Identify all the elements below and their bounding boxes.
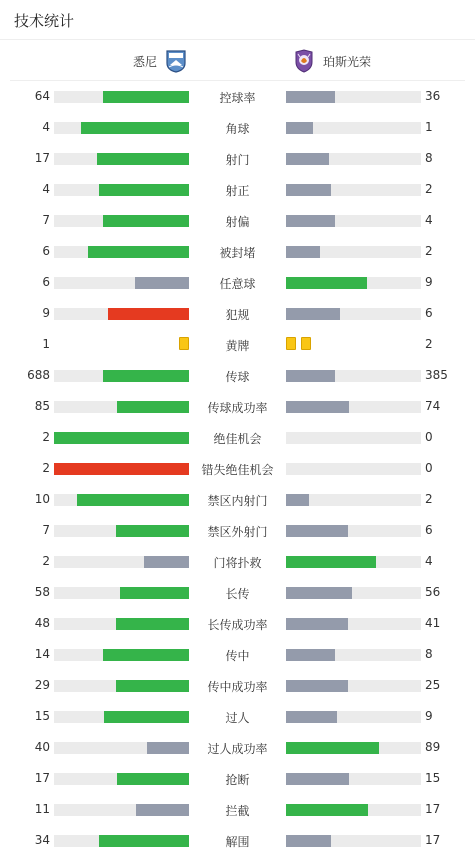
away-stat-bar-fill — [286, 742, 379, 754]
away-stat-bar — [286, 835, 421, 847]
away-stat-value: 56 — [425, 585, 441, 599]
away-stat-value: 2 — [425, 182, 433, 196]
stat-row — [0, 205, 475, 236]
away-stat-bar-fill — [286, 308, 340, 320]
stat-row — [0, 546, 475, 577]
home-stat-bar-fill — [88, 246, 189, 258]
stat-row — [0, 515, 475, 546]
home-stat-value: 688 — [27, 368, 50, 382]
home-stat-bar — [54, 246, 189, 258]
away-stat-bar-fill — [286, 835, 331, 847]
stat-label: 错失绝佳机会 — [201, 463, 274, 477]
stat-row — [0, 825, 475, 856]
home-stat-bar — [54, 308, 189, 320]
away-stat-bar-fill — [286, 91, 335, 103]
home-stat-bar-fill — [77, 494, 189, 506]
home-stat-bar-fill — [103, 91, 189, 103]
stat-label: 长传成功率 — [207, 618, 268, 632]
home-team[interactable] — [133, 49, 187, 73]
home-stat-bar-fill — [99, 835, 189, 847]
away-stat-bar — [286, 649, 421, 661]
away-stat-bar-fill — [286, 525, 348, 537]
home-yellow-cards — [54, 337, 189, 351]
home-stat-bar-fill — [54, 432, 189, 444]
home-stat-bar — [54, 711, 189, 723]
away-stat-value: 4 — [425, 554, 433, 568]
away-stat-bar-fill — [286, 773, 349, 785]
stat-row — [0, 577, 475, 608]
home-stat-bar — [54, 804, 189, 816]
stat-label: 传球成功率 — [207, 401, 268, 415]
home-stat-bar-fill — [103, 370, 189, 382]
away-stat-value: 0 — [425, 430, 433, 444]
home-stat-value: 2 — [42, 461, 50, 475]
away-stat-bar-fill — [286, 494, 309, 506]
away-stat-value: 15 — [425, 771, 441, 785]
home-stat-bar-fill — [103, 215, 189, 227]
home-stat-bar — [54, 91, 189, 103]
away-stat-bar-fill — [286, 587, 352, 599]
stat-label: 禁区内射门 — [207, 494, 268, 508]
home-stat-bar — [54, 401, 189, 413]
home-stat-value: 4 — [42, 120, 50, 134]
home-stat-bar — [54, 432, 189, 444]
stat-label: 射门 — [225, 153, 250, 167]
stat-label: 传中成功率 — [207, 680, 268, 694]
stat-label: 被封堵 — [219, 246, 256, 260]
away-stat-bar-fill — [286, 122, 313, 134]
away-stat-bar-fill — [286, 649, 335, 661]
away-stat-bar — [286, 494, 421, 506]
home-stat-bar — [54, 587, 189, 599]
away-stat-bar — [286, 277, 421, 289]
away-stat-value: 2 — [425, 244, 433, 258]
away-stat-bar-fill — [286, 184, 331, 196]
away-team[interactable] — [293, 49, 371, 73]
home-stat-value: 7 — [42, 523, 50, 537]
away-stat-value: 385 — [425, 368, 448, 382]
stat-row — [0, 143, 475, 174]
away-stat-bar — [286, 122, 421, 134]
home-stat-bar — [54, 835, 189, 847]
home-stat-value: 17 — [34, 771, 50, 785]
home-stat-value: 40 — [34, 740, 50, 754]
home-stat-bar-fill — [117, 401, 189, 413]
stat-label: 拦截 — [225, 804, 250, 818]
away-stat-value: 0 — [425, 461, 433, 475]
stat-row — [0, 453, 475, 484]
home-stat-bar — [54, 153, 189, 165]
stat-label: 解围 — [225, 835, 250, 849]
away-stat-bar-fill — [286, 401, 349, 413]
home-stat-value: 14 — [34, 647, 50, 661]
away-stat-bar — [286, 370, 421, 382]
sydney-fc-logo-icon — [165, 49, 187, 73]
stat-label: 黄牌 — [225, 339, 250, 353]
away-stat-bar-fill — [286, 370, 335, 382]
stat-label: 角球 — [225, 122, 250, 136]
away-stat-bar-fill — [286, 711, 337, 723]
away-stat-bar — [286, 680, 421, 692]
stat-row — [0, 763, 475, 794]
home-stat-value: 4 — [42, 182, 50, 196]
home-stat-bar — [54, 184, 189, 196]
away-stat-bar — [286, 463, 421, 475]
stat-row — [0, 329, 475, 360]
away-stat-bar — [286, 432, 421, 444]
away-stat-bar — [286, 711, 421, 723]
stat-label: 抢断 — [225, 773, 250, 787]
home-stat-bar-fill — [136, 804, 189, 816]
away-stat-value: 41 — [425, 616, 441, 630]
home-stat-bar-fill — [104, 711, 189, 723]
home-stat-bar-fill — [103, 649, 189, 661]
away-stat-bar — [286, 308, 421, 320]
away-stat-value: 1 — [425, 120, 433, 134]
home-stat-bar-fill — [117, 773, 189, 785]
home-stat-bar — [54, 525, 189, 537]
home-stat-bar — [54, 215, 189, 227]
home-stat-value: 17 — [34, 151, 50, 165]
home-stat-value: 6 — [42, 275, 50, 289]
perth-glory-logo-icon — [293, 49, 315, 73]
home-stat-bar-fill — [144, 556, 189, 568]
away-stat-bar — [286, 773, 421, 785]
home-stat-bar-fill — [116, 618, 189, 630]
stat-label: 传中 — [225, 649, 250, 663]
home-stat-value: 2 — [42, 554, 50, 568]
yellow-card-icon — [179, 337, 189, 350]
stat-row — [0, 236, 475, 267]
home-stat-value: 85 — [34, 399, 50, 413]
away-stat-value: 2 — [425, 337, 433, 351]
stat-row — [0, 422, 475, 453]
home-stat-bar-fill — [120, 587, 189, 599]
away-stat-value: 9 — [425, 709, 433, 723]
home-stat-value: 58 — [34, 585, 50, 599]
home-team-name: 悉尼 — [132, 54, 157, 69]
stat-row — [0, 484, 475, 515]
stat-label: 任意球 — [219, 277, 256, 291]
away-stat-value: 9 — [425, 275, 433, 289]
away-stat-bar — [286, 587, 421, 599]
away-stat-bar — [286, 618, 421, 630]
away-stat-bar-fill — [286, 277, 367, 289]
stat-label: 犯规 — [225, 308, 250, 322]
away-stat-bar — [286, 401, 421, 413]
home-stat-value: 34 — [34, 833, 50, 847]
teams-header — [10, 41, 465, 81]
home-stat-value: 10 — [34, 492, 50, 506]
home-stat-value: 64 — [34, 89, 50, 103]
home-stat-bar-fill — [116, 525, 189, 537]
stat-label: 过人成功率 — [207, 742, 268, 756]
away-stat-value: 89 — [425, 740, 441, 754]
home-stat-bar — [54, 494, 189, 506]
home-stat-value: 7 — [42, 213, 50, 227]
away-stat-bar — [286, 246, 421, 258]
home-stat-bar — [54, 556, 189, 568]
away-stat-bar — [286, 153, 421, 165]
home-stat-bar-fill — [135, 277, 189, 289]
stat-row — [0, 391, 475, 422]
home-stat-bar — [54, 122, 189, 134]
home-stat-value: 29 — [34, 678, 50, 692]
yellow-card-icon — [301, 337, 311, 350]
stat-row — [0, 360, 475, 391]
away-stat-bar-fill — [286, 556, 376, 568]
home-stat-bar-fill — [81, 122, 189, 134]
away-stat-value: 8 — [425, 647, 433, 661]
away-stat-bar — [286, 804, 421, 816]
away-stat-value: 4 — [425, 213, 433, 227]
stat-row — [0, 794, 475, 825]
home-stat-bar — [54, 649, 189, 661]
home-stat-bar-fill — [147, 742, 189, 754]
away-stat-bar — [286, 742, 421, 754]
home-stat-value: 48 — [34, 616, 50, 630]
home-stat-value: 6 — [42, 244, 50, 258]
away-stat-bar-fill — [286, 215, 335, 227]
away-stat-value: 6 — [425, 523, 433, 537]
away-stat-value: 2 — [425, 492, 433, 506]
stat-label: 传球 — [225, 370, 250, 384]
away-stat-value: 36 — [425, 89, 441, 103]
stat-row — [0, 701, 475, 732]
home-stat-bar — [54, 370, 189, 382]
stat-label: 过人 — [225, 711, 250, 725]
away-stat-bar — [286, 556, 421, 568]
stat-label: 射正 — [225, 184, 250, 198]
page-title: 技术统计 — [14, 12, 75, 30]
away-stat-bar-fill — [286, 804, 368, 816]
stat-row — [0, 670, 475, 701]
home-stat-bar-fill — [116, 680, 189, 692]
away-stat-value: 6 — [425, 306, 433, 320]
away-stat-value: 74 — [425, 399, 441, 413]
home-stat-bar — [54, 680, 189, 692]
header — [0, 0, 475, 40]
away-stat-bar — [286, 184, 421, 196]
home-stat-value: 11 — [34, 802, 50, 816]
home-stat-value: 1 — [42, 337, 50, 351]
away-stat-bar-fill — [286, 618, 348, 630]
away-team-name: 珀斯光荣 — [323, 54, 372, 69]
stat-row — [0, 639, 475, 670]
away-stat-bar — [286, 91, 421, 103]
stat-row — [0, 267, 475, 298]
away-stat-value: 8 — [425, 151, 433, 165]
home-stat-bar-fill — [108, 308, 189, 320]
home-stat-bar — [54, 773, 189, 785]
home-stat-bar — [54, 742, 189, 754]
stat-label: 射偏 — [225, 215, 250, 229]
stat-label: 长传 — [225, 587, 250, 601]
away-stat-bar-fill — [286, 153, 329, 165]
away-stat-bar-fill — [286, 246, 320, 258]
stat-row — [0, 298, 475, 329]
away-stat-value: 17 — [425, 833, 441, 847]
stat-row — [0, 81, 475, 112]
home-stat-bar-fill — [99, 184, 189, 196]
away-stat-bar-fill — [286, 680, 348, 692]
home-stat-bar — [54, 463, 189, 475]
home-stat-value: 15 — [34, 709, 50, 723]
home-stat-bar-fill — [54, 463, 189, 475]
home-stat-bar-fill — [97, 153, 189, 165]
stat-label: 绝佳机会 — [213, 432, 262, 446]
away-stat-bar — [286, 525, 421, 537]
away-yellow-cards — [286, 337, 421, 351]
away-stat-bar — [286, 215, 421, 227]
stat-row — [0, 608, 475, 639]
stat-label: 门将扑救 — [213, 556, 262, 570]
home-stat-bar — [54, 618, 189, 630]
home-stat-value: 2 — [42, 430, 50, 444]
stat-row — [0, 112, 475, 143]
stat-label: 控球率 — [219, 91, 256, 105]
stat-row — [0, 732, 475, 763]
stat-label: 禁区外射门 — [207, 525, 268, 539]
away-stat-value: 25 — [425, 678, 441, 692]
yellow-card-icon — [286, 337, 296, 350]
stat-row — [0, 174, 475, 205]
home-stat-value: 9 — [42, 306, 50, 320]
home-stat-bar — [54, 277, 189, 289]
away-stat-value: 17 — [425, 802, 441, 816]
